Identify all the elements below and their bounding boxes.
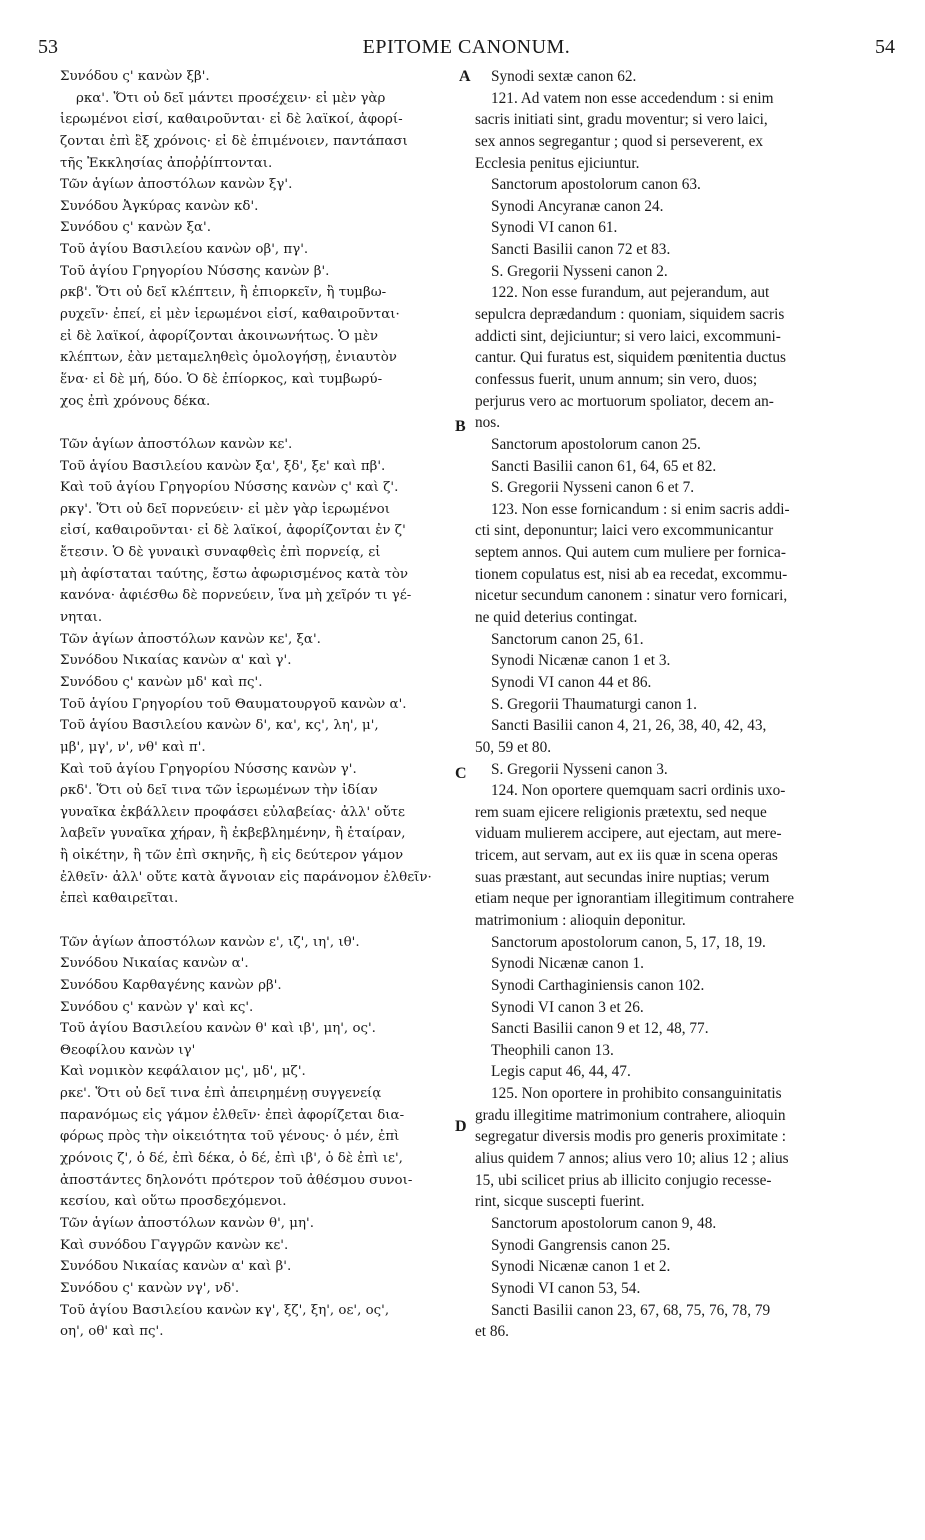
greek-text-line: ρκγ'. Ὅτι οὐ δεῖ πορνεύειν· εἰ μὲν γὰρ ἱερωμένοι	[60, 501, 390, 517]
greek-text-line	[60, 412, 460, 434]
greek-text-line: χος ἐπὶ χρόνους δέκα.	[60, 393, 211, 409]
greek-text-line: Συνόδου Νικαίας κανὼν α'.	[60, 956, 249, 972]
latin-text-line: nicetur secundum canonem : sinatur vero fornicari,	[475, 587, 788, 605]
margin-letter-c: C	[455, 765, 467, 782]
latin-text-line: Synodi sextæ canon 62.	[491, 68, 637, 85]
latin-text-line: Sancti Basilii canon 4, 21, 26, 38, 40, 42, 43,	[491, 717, 767, 735]
latin-text-line: 125. Non oportere in prohibito consanguinitatis	[491, 1085, 782, 1103]
greek-text-line: Συνόδου Ἀγκύρας κανὼν κδ'.	[60, 198, 259, 214]
latin-text-line: Sanctorum canon 25, 61.	[491, 630, 644, 648]
latin-text-line: viduam mulierem accipere, aut ejectam, aut mere-	[475, 825, 782, 843]
greek-text-line: Τῶν ἁγίων ἀποστόλων κανὼν κε', ξα'.	[60, 631, 321, 647]
greek-text-line: ζονται ἐπὶ ἓξ χρόνοις· εἰ δὲ ἐπιμένοιεν, παντάπασι	[60, 133, 408, 149]
greek-text-line: ρκα'. Ὅτι οὐ δεῖ μάντει προσέχειν· εἰ μὲν γὰρ	[76, 90, 386, 106]
greek-text-line: Συνόδου ς' κανὼν ξβ'.	[60, 69, 210, 84]
latin-text-line: Sancti Basilii canon 23, 67, 68, 75, 76, 78, 79	[491, 1301, 771, 1319]
greek-text-line: κλέπτων, ἐὰν μεταμεληθεὶς ὁμολογήσῃ, ἐνιαυτὸν	[60, 350, 397, 366]
greek-text-line: τῆς Ἐκκλησίας ἀποῤῥίπτονται.	[60, 155, 273, 171]
greek-text-line: ρκβ'. Ὅτι οὐ δεῖ κλέπτειν, ἢ ἐπιορκεῖν, ἢ τυμβω-	[60, 285, 387, 301]
greek-text-line: Τοῦ ἁγίου Γρηγορίου τοῦ Θαυματουργοῦ κανὼν α'.	[60, 696, 407, 712]
greek-text-line: γυναῖκα ἐκβάλλειν προφάσει εὐλαβείας· ἀλλ' οὔτε	[60, 804, 405, 820]
latin-text-line: 122. Non esse furandum, aut pejerandum, aut	[491, 284, 770, 302]
latin-text-line: gradu illegitime matrimonium contrahere, alioquin	[475, 1106, 786, 1124]
greek-text-line: Καὶ τοῦ ἁγίου Γρηγορίου Νύσσης κανὼν γ'.	[60, 761, 357, 777]
greek-text-line: εἰ δὲ λαϊκοί, ἀφορίζονται ἀκοινωνήτως. Ὁ μὲν	[60, 328, 379, 344]
greek-text-line: Συνόδου Νικαίας κανὼν α' καὶ γ'.	[60, 653, 292, 669]
latin-text-line: S. Gregorii Nysseni canon 2.	[491, 262, 668, 280]
greek-text-line: μὴ ἀφίσταται ταύτης, ἔστω ἀφωρισμένος κατὰ τὸν	[60, 566, 409, 582]
greek-text-line: Τῶν ἁγίων ἀποστόλων κανὼν κε'.	[60, 436, 293, 452]
latin-text-line: Synodi Carthaginiensis canon 102.	[491, 976, 705, 994]
latin-text-line: cti sint, deponuntur; laici vero excommunicantur	[475, 522, 774, 540]
latin-text-line: etiam neque per ignorantiam illegitimum contrahere	[475, 890, 794, 908]
greek-text-line	[60, 910, 460, 932]
latin-text-line: Sanctorum apostolorum canon 9, 48.	[491, 1214, 717, 1232]
greek-text-line: Συνόδου Νικαίας κανὼν α' καὶ β'.	[60, 1259, 292, 1275]
greek-text-line: λαβεῖν γυναῖκα χήραν, ἢ ἐκβεβλημένην, ἢ ἑταίραν,	[60, 826, 406, 842]
latin-text-line: tricem, aut servam, aut ex iis quæ in scena operas	[475, 847, 778, 865]
latin-text-line: et 86.	[475, 1323, 509, 1341]
latin-text-line: Synodi Nicænæ canon 1.	[491, 955, 644, 973]
latin-text-line: Sancti Basilii canon 9 et 12, 48, 77.	[491, 1020, 709, 1038]
greek-text-line: Τῶν ἁγίων ἀποστόλων κανὼν ξγ'.	[60, 177, 293, 193]
running-title: EPITOME CANONUM.	[362, 36, 571, 58]
greek-text-line: Καὶ συνόδου Γαγγρῶν κανὼν κε'.	[60, 1237, 289, 1253]
greek-text-line: Τῶν ἁγίων ἀποστόλων κανὼν ε', ιζ', ιη', ιθ'.	[60, 934, 360, 950]
greek-column	[60, 66, 460, 1343]
latin-text-line: Synodi Gangrensis canon 25.	[491, 1236, 671, 1254]
latin-text-line: S. Gregorii Nysseni canon 6 et 7.	[491, 479, 695, 497]
running-header	[38, 36, 895, 60]
greek-text-line: κεσίου, καὶ οὕτω προσδεχόμενοι.	[60, 1194, 287, 1210]
greek-text-line: Τοῦ ἁγίου Βασιλείου κανὼν θ' καὶ ιβ', μη', ος'.	[60, 1021, 376, 1037]
latin-text-line: cantur. Qui furatus est, siquidem pœnitentia ductus	[475, 349, 786, 367]
latin-text-line: rem suam ejicere religionis prætextu, sed neque	[475, 803, 767, 821]
latin-text-line: S. Gregorii Thaumaturgi canon 1.	[491, 695, 697, 713]
latin-text-line: sepulcra deprædandum : quoniam, siquidem sacris	[475, 306, 785, 324]
latin-text-line: perjurus vero ac mortuorum spoliator, decem an-	[475, 392, 774, 410]
greek-text-line: Συνόδου ς' κανὼν μδ' καὶ πς'.	[60, 674, 263, 690]
greek-text-line: ἔτεσιν. Ὁ δὲ γυναικὶ συναφθεὶς ἐπὶ πορνείᾳ, εἰ	[60, 545, 381, 561]
margin-letter-d: D	[455, 1118, 467, 1135]
greek-text-line: φόρως πρὸς τὴν οἰκειότητα τοῦ γένους· ὁ μέν, ἐπὶ	[60, 1129, 400, 1145]
greek-text-line: ἱερωμένοι εἰσί, καθαιροῦνται· εἰ δὲ λαϊκοί, ἀφορί-	[60, 112, 403, 128]
latin-text-line: Ecclesia penitus ejiciuntur.	[475, 154, 640, 172]
greek-text-line: ἐλθεῖν· ἀλλ' οὔτε κατὰ ἄγνοιαν εἰς παράνομον ἐλθεῖν·	[60, 869, 432, 885]
latin-text-line: septem annos. Qui autem cum muliere per fornica-	[475, 544, 786, 562]
greek-text-line: οη', οθ' καὶ πς'.	[60, 1324, 164, 1340]
latin-text-line: ne quid deterius contingat.	[475, 609, 638, 627]
latin-text-line: confessus fuerit, unum annum; sin vero, duos;	[475, 370, 758, 388]
latin-text-line: suas præstant, aut secundas inire nuptias; verum	[475, 868, 770, 886]
latin-text-line: Sanctorum apostolorum canon 25.	[491, 435, 701, 453]
greek-text-line: Τοῦ ἁγίου Βασιλείου κανὼν δ', κα', κς', λη', μ',	[60, 718, 379, 734]
latin-text-line: sex annos segregantur ; quod si perseverent, ex	[475, 132, 764, 150]
greek-text-line: ρυχεῖν· ἐπεί, εἰ μὲν ἱερωμένοι εἰσί, καθαιροῦνται·	[60, 307, 400, 323]
latin-text-line: 50, 59 et 80.	[475, 738, 552, 756]
greek-text-line: παρανόμως εἰς γάμον ἐλθεῖν· ἐπεὶ ἀφορίζεται δια-	[60, 1107, 405, 1123]
page-number-right: 54	[875, 36, 895, 58]
latin-text-line: addicti sint, dejiciuntur; si vero laici, excommuni-	[475, 327, 781, 345]
latin-text-line: 121. Ad vatem non esse accedendum : si enim	[491, 89, 774, 107]
latin-text-line: sacris initiati sint, gradu moventur; si vero laici,	[475, 111, 768, 129]
greek-text-line: Συνόδου ς' κανὼν νγ', νδ'.	[60, 1280, 240, 1296]
latin-text-line: matrimonium : alioquin deponitur.	[475, 911, 686, 929]
latin-text-line: Synodi VI canon 3 et 26.	[491, 998, 644, 1016]
latin-text-line: nos.	[475, 414, 501, 432]
greek-text-line: Συνόδου Καρθαγένης κανὼν ρβ'.	[60, 977, 282, 993]
greek-text-line: Συνόδου ς' κανὼν γ' καὶ κς'.	[60, 999, 254, 1015]
latin-text-line: tionem copulatus est, nisi ab ea recedat, excommu-	[475, 565, 788, 583]
greek-text-line: ρκε'. Ὅτι οὐ δεῖ τινα ἐπὶ ἀπειρημένῃ συγγενείᾳ	[60, 1086, 382, 1102]
latin-text-line: Legis caput 46, 44, 47.	[491, 1063, 631, 1081]
margin-letter-a: A	[459, 68, 471, 85]
latin-text-line: Sanctorum apostolorum canon 63.	[491, 176, 701, 194]
page-number-left: 53	[38, 36, 58, 58]
greek-text-line: Τοῦ ἁγίου Βασιλείου κανὼν ξα', ξδ', ξε' καὶ πβ'.	[60, 458, 386, 474]
greek-text-line: Καὶ τοῦ ἁγίου Γρηγορίου Νύσσης κανὼν ς' καὶ ζ'.	[60, 480, 399, 496]
latin-text-line: 123. Non esse fornicandum : si enim sacris addi-	[491, 500, 790, 518]
greek-text-line: ἢ οἰκέτην, ἢ τῶν ἐπὶ σκηνῆς, ἢ εἰς δεύτερον γάμον	[60, 848, 404, 864]
greek-text-line: χρόνοις ζ', ὁ δέ, ἐπὶ δέκα, ὁ δέ, ἐπὶ ιβ', ὁ δὲ ἐπὶ ιε',	[60, 1151, 403, 1167]
greek-text-line: Θεοφίλου κανὼν ιγ'	[60, 1042, 196, 1058]
latin-text-line: S. Gregorii Nysseni canon 3.	[491, 760, 668, 778]
greek-text-line: Τοῦ ἁγίου Γρηγορίου Νύσσης κανὼν β'.	[60, 263, 330, 279]
latin-text-line: Synodi Nicænæ canon 1 et 2.	[491, 1258, 671, 1276]
greek-text-line: νηται.	[60, 610, 103, 626]
greek-text-line: κανόνα· ἀφιέσθω δὲ πορνεύειν, ἵνα μὴ χεῖρόν τι γέ-	[60, 588, 412, 604]
latin-text-line: Sanctorum apostolorum canon, 5, 17, 18, 19.	[491, 933, 766, 951]
latin-column	[475, 66, 893, 1343]
latin-text-line: Synodi Nicænæ canon 1 et 3.	[491, 652, 671, 670]
greek-text-line: Τοῦ ἁγίου Βασιλείου κανὼν κγ', ξζ', ξη', οε', ος',	[60, 1302, 390, 1318]
greek-text-line: Καὶ νομικὸν κεφάλαιον μς', μδ', μζ'.	[60, 1064, 306, 1080]
latin-text-line: 15, ubi scilicet prius ab illicito conjugio recesse-	[475, 1171, 772, 1189]
greek-text-line: ρκδ'. Ὅτι οὐ δεῖ τινα τῶν ἱερωμένων τὴν ἰδίαν	[60, 783, 378, 799]
latin-text-line: Synodi VI canon 44 et 86.	[491, 673, 652, 691]
latin-text-line: Synodi Ancyranæ canon 24.	[491, 197, 664, 215]
latin-text-line: alius quidem 7 annos; alius vero 10; alius 12 ; alius	[475, 1150, 789, 1168]
greek-text-line: Τῶν ἁγίων ἀποστόλων κανὼν θ', μη'.	[60, 1215, 314, 1231]
greek-text-line: Συνόδου ς' κανὼν ξα'.	[60, 220, 211, 236]
latin-text-line: Sancti Basilii canon 72 et 83.	[491, 241, 671, 259]
latin-text-line: Theophili canon 13.	[491, 1041, 614, 1059]
latin-text-line: segregatur diversis modis pro generis proximitate :	[475, 1128, 786, 1146]
latin-text-line: Sancti Basilii canon 61, 64, 65 et 82.	[491, 457, 717, 475]
latin-text-line: rint, sicque suscepti fuerint.	[475, 1193, 645, 1211]
latin-text-line: Synodi VI canon 61.	[491, 219, 618, 237]
margin-letter-b: B	[455, 418, 466, 435]
greek-text-line: μβ', μγ', ν', νθ' καὶ π'.	[60, 739, 206, 755]
greek-text-line: ἐπεὶ καθαιρεῖται.	[60, 891, 179, 907]
latin-text-line: 124. Non oportere quemquam sacri ordinis uxo-	[491, 782, 786, 800]
greek-text-line: ἕνα· εἰ δὲ μή, δύο. Ὁ δὲ ἐπίορκος, καὶ τυμβωρύ-	[60, 371, 383, 387]
greek-text-line: ἀποστάντες δηλονότι πρότερον τοῦ ἀθέσμου συνοι-	[60, 1172, 413, 1188]
greek-text-line: εἰσί, καθαιροῦνται· εἰ δὲ λαϊκοί, ἀφορίζονται ἐν ζ'	[60, 523, 406, 539]
greek-text-line: Τοῦ ἁγίου Βασιλείου κανὼν οβ', πγ'.	[60, 242, 309, 258]
latin-text-line: Synodi VI canon 53, 54.	[491, 1279, 641, 1297]
